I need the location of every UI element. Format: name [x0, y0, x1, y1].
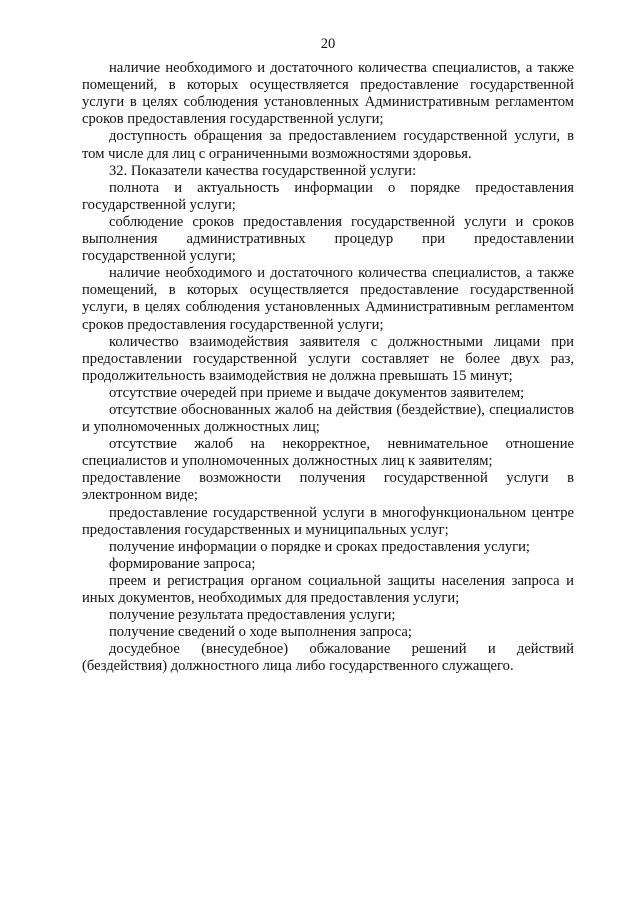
paragraph: получение результата предоставления услуги;: [109, 607, 396, 624]
paragraph: наличие необходимого и достаточного количества специалистов, а также помещений, в которых осуществляется предоставление государственной услуги в целях соблюдения установленных Административным регламентом сроков предоставления государственной услуги;: [82, 60, 574, 128]
paragraph: отсутствие жалоб на некорректное, невнимательное отношение специалистов и уполномоченных должностных лиц к заявителям;: [82, 436, 574, 470]
paragraph: доступность обращения за предоставлением государственной услуги, в том числе для лиц с ограниченными возможностями здоровья.: [82, 128, 574, 162]
paragraph: формирование запроса;: [109, 555, 256, 572]
paragraph: отсутствие очередей при приеме и выдаче документов заявителем;: [109, 384, 525, 401]
paragraph: получение сведений о ходе выполнения запроса;: [109, 624, 412, 641]
paragraph: полнота и актуальность информации о порядке предоставления государственной услуги;: [82, 179, 574, 213]
page-number: 20: [320, 36, 336, 52]
paragraph: количество взаимодействия заявителя с должностными лицами при предоставлении государственной услуги составляет не более двух раз, продолжительность взаимодействия не должна превышать 15 минут;: [82, 333, 574, 384]
paragraph: 32. Показатели качества государственной услуги:: [109, 162, 417, 179]
paragraph: соблюдение сроков предоставления государственной услуги и сроков выполнения административных процедур при предоставлении государственной услуги;: [82, 213, 574, 265]
paragraph: наличие необходимого и достаточного количества специалистов, а также помещений, в которых осуществляется предоставление государственной услуги, в целях соблюдения установленных Административным регламентом сроков предоставления государственной услуги;: [82, 265, 574, 333]
paragraph: предоставление возможности получения государственной услуги в электронном виде;: [82, 470, 574, 504]
paragraph: отсутствие обоснованных жалоб на действия (бездействие), специалистов и уполномоченных должностных лиц;: [82, 401, 574, 436]
paragraph: преем и регистрация органом социальной защиты населения запроса и иных документов, необходимых для предоставления услуги;: [82, 572, 574, 606]
paragraph: предоставление государственной услуги в многофункциональном центре предоставления государственных и муниципальных услуг;: [82, 504, 574, 538]
body-text: [82, 60, 574, 675]
paragraph: досудебное (внесудебное) обжалование решений и действий (бездействия) должностного лица либо государственного служащего.: [82, 641, 574, 675]
paragraph: получение информации о порядке и сроках предоставления услуги;: [109, 538, 530, 555]
